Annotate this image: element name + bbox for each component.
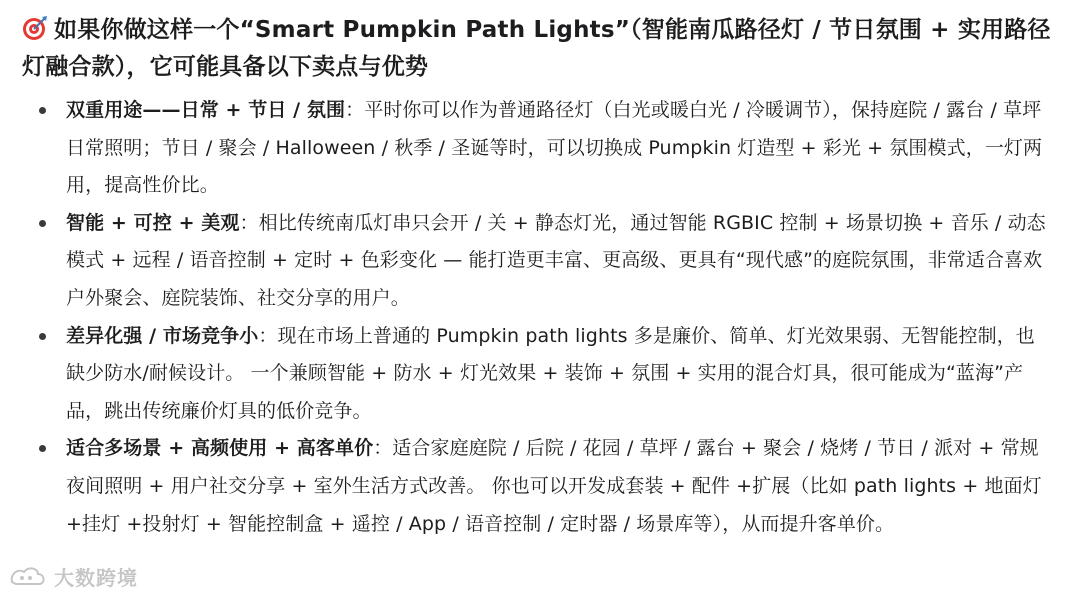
item-lead: 适合多场景 + 高频使用 + 高客单价 — [66, 437, 374, 460]
watermark — [8, 562, 138, 591]
item-text: ：适合家庭庭院 / 后院 / 花园 / 草坪 / 露台 + 聚会 / 烧烤 / 节日 / 派对 + 常规夜间照明 + 用户社交分享 + 室外生活方式改善。 你也可以开发成套装 + 配件 +扩展（比如 path lights + 地面灯 +挂灯 +投射灯 + 智能控制盒 + 遥控 / App / 语音控制 / 定时器 / 场景库等），从而提升客单价。 — [66, 437, 1042, 535]
list-item — [22, 92, 1052, 205]
bullet-dot — [39, 220, 46, 227]
document-body — [22, 12, 1052, 543]
target-dart-icon — [22, 15, 48, 41]
watermark-logo-icon — [8, 564, 48, 590]
item-text: ：平时你可以作为普通路径灯（白光或暖白光 / 冷暖调节），保持庭院 / 露台 / 草坪日常照明；节日 / 聚会 / Halloween / 秋季 / 圣诞等时，可以切换成 Pumpkin 灯造型 + 彩光 + 氛围模式，一灯两用，提高性价比。 — [66, 99, 1043, 197]
list-item — [22, 318, 1052, 431]
watermark-text: 大数跨境 — [54, 566, 138, 590]
list-item — [22, 205, 1052, 318]
bullet-dot — [39, 445, 46, 452]
section-heading — [22, 12, 1052, 86]
item-lead: 智能 + 可控 + 美观 — [66, 211, 240, 234]
item-text: ：现在市场上普通的 Pumpkin path lights 多是廉价、简单、灯光效果弱、无智能控制，也缺少防水/耐候设计。 一个兼顾智能 + 防水 + 灯光效果 + 装饰 + 氛围 + 实用的混合灯具，很可能成为“蓝海”产品，跳出传统廉价灯具的低价竞争。 — [66, 324, 1035, 422]
item-text: ：相比传统南瓜灯串只会开 / 关 + 静态灯光，通过智能 RGBIC 控制 + 场景切换 + 音乐 / 动态模式 + 远程 / 语音控制 + 定时 + 色彩变化 — 能打造更丰富、更高级、更具有“现代感”的庭院氛围，非常适合喜欢户外聚会、庭院装饰、社交分享的用户。 — [66, 211, 1046, 309]
heading-text: 如果你做这样一个“Smart Pumpkin Path Lights”（智能南瓜路径灯 / 节日氛围 + 实用路径灯融合款），它可能具备以下卖点与优势 — [22, 17, 1051, 80]
bullet-list — [22, 92, 1052, 543]
list-item — [22, 430, 1052, 543]
bullet-dot — [39, 333, 46, 340]
item-lead: 双重用途——日常 + 节日 / 氛围 — [66, 99, 346, 121]
bullet-dot — [39, 107, 46, 114]
item-lead: 差异化强 / 市场竞争小 — [66, 324, 259, 347]
